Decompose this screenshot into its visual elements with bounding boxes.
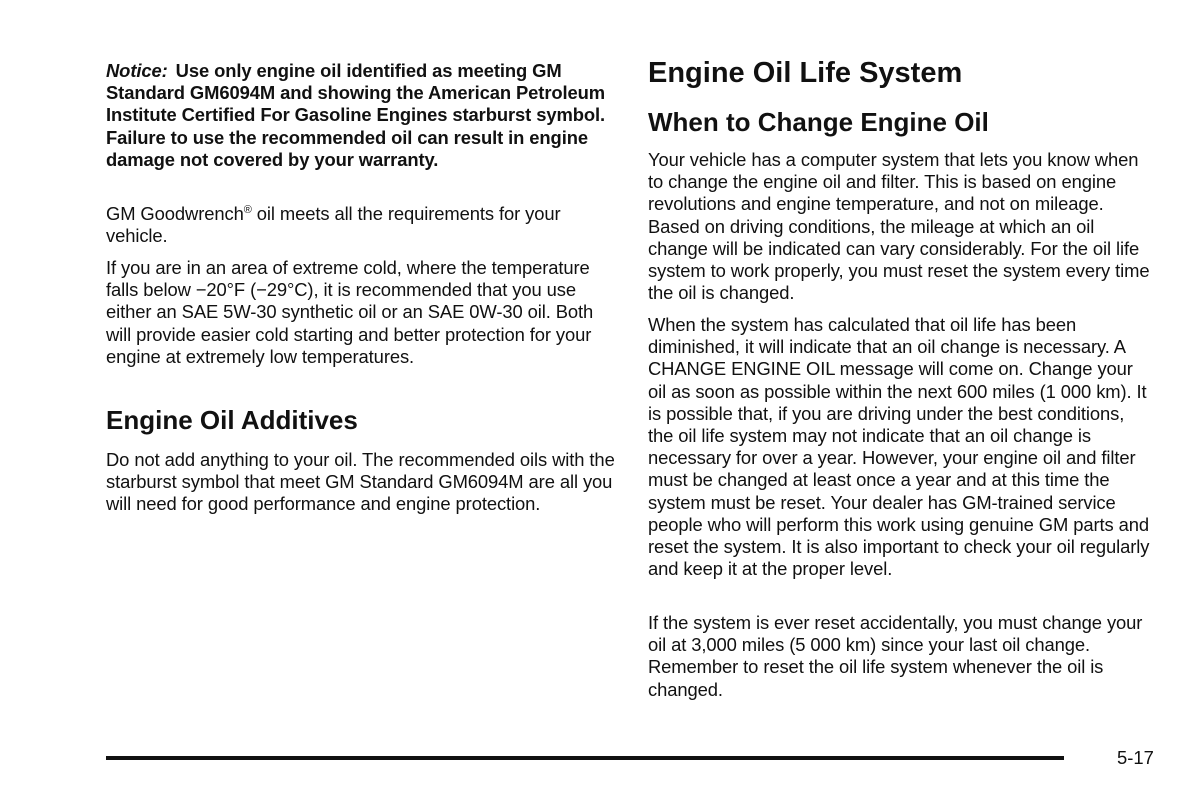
notice-paragraph bbox=[106, 60, 606, 171]
goodwrench-text-after: oil meets all the requirements for your vehicle. bbox=[106, 203, 561, 247]
page-number: 5-17 bbox=[1117, 747, 1154, 768]
goodwrench-text-before: GM Goodwrench bbox=[106, 203, 244, 224]
notice-text: Use only engine oil identified as meeting GM Standard GM6094M and showing the American Petroleum Institute Certified For Gasoline Engines starburst symbol. Failure to use the recommended oil can result in engine damage not covered by your warranty. bbox=[106, 60, 606, 170]
footer-rule bbox=[106, 756, 1064, 760]
additives-paragraph: Do not add anything to your oil. The recommended oils with the starburst symbol that meet GM Standard GM6094M are all you will need for good performance and engine protection. bbox=[106, 449, 615, 515]
registered-trademark-mark: ® bbox=[243, 204, 252, 216]
computer-system-paragraph: Your vehicle has a computer system that lets you know when to change the engine oil and filter. This is based on engine revolutions and engine temperature, and not on mileage. Based on driving conditions, the mileage at which an oil change will be indicated can vary considerably. For the oil life system to work properly, you must reset the system every time the oil is changed. bbox=[648, 149, 1150, 304]
extreme-cold-paragraph: If you are in an area of extreme cold, where the temperature falls below −20°F (−29°C), it is recommended that you use either an SAE 5W-30 synthetic oil or an SAE 0W-30 oil. Both will provide easier cold starting and better protection for your engine at extremely low temperatures. bbox=[106, 257, 594, 367]
engine-oil-life-system-heading: Engine Oil Life System bbox=[648, 57, 963, 89]
goodwrench-paragraph bbox=[106, 203, 616, 247]
accidental-reset-paragraph: If the system is ever reset accidentally, you must change your oil at 3,000 miles (5 000 km) since your last oil change. Remember to reset the oil life system whenever the oil is changed. bbox=[648, 612, 1143, 700]
oil-life-diminished-paragraph: When the system has calculated that oil life has been diminished, it will indicate that an oil change is necessary. A CHANGE ENGINE OIL message will come on. Change your oil as soon as possible within the next 600 miles (1 000 km). It is possible that, if you are driving under the best conditions, the oil life system may not indicate that an oil change is necessary for over a year. However, your engine oil and filter must be changed at least once a year and at this time the system must be reset. Your dealer has GM-trained service people who will perform this work using genuine GM parts and reset the system. It is also important to check your oil regularly and keep it at the proper level. bbox=[648, 314, 1150, 580]
notice-label: Notice: bbox=[106, 60, 168, 81]
when-to-change-engine-oil-heading: When to Change Engine Oil bbox=[648, 107, 989, 137]
engine-oil-additives-heading: Engine Oil Additives bbox=[106, 405, 358, 435]
